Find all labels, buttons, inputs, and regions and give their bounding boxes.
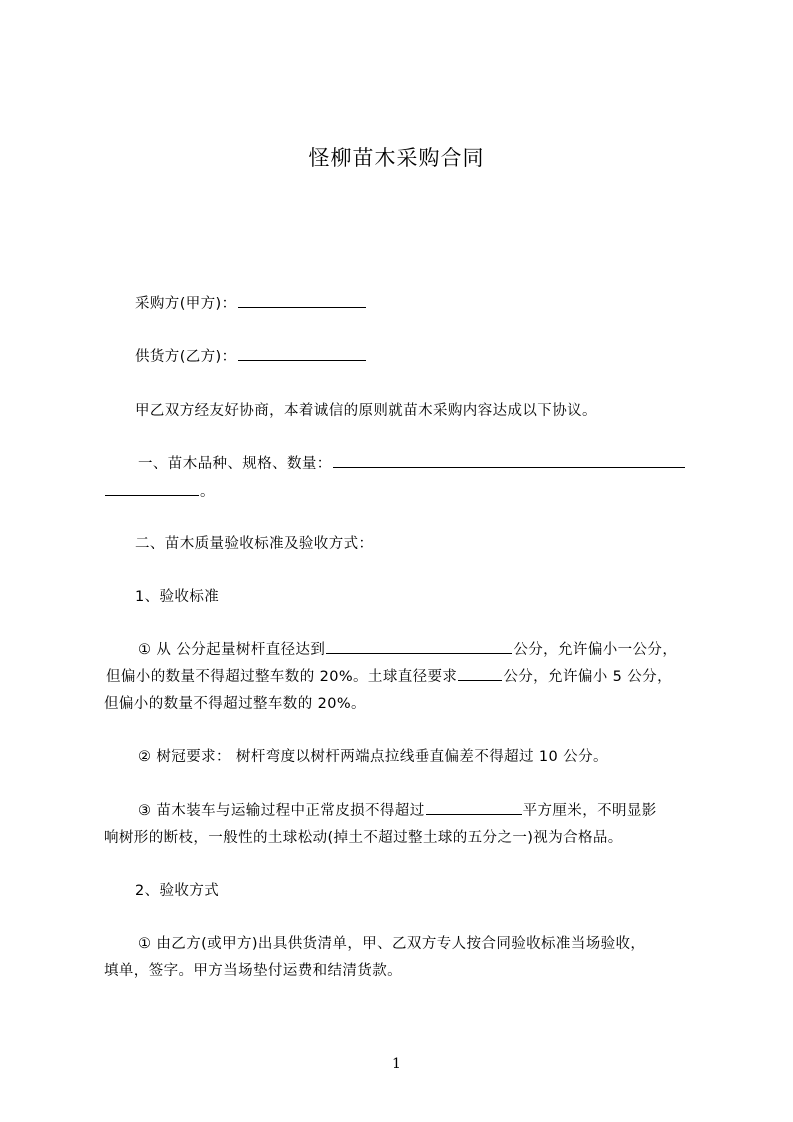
item1-prefix: ① 从 公分起量树杆直径达到 [138, 642, 326, 658]
section1-label: 一、苗木品种、规格、数量： [138, 456, 332, 472]
section1-end: 。 [200, 484, 215, 500]
item1-blank-ball [458, 666, 502, 681]
seller-label: 供货方(乙方)： [135, 349, 237, 365]
item1-line2-a: 但偏小的数量不得超过整车数的 20%。土球直径要求 [106, 669, 458, 685]
buyer-line [135, 292, 367, 313]
item4-line1: ① 由乙方(或甲方)出具供货清单，甲、乙双方专人按合同验收标准当场验收， [138, 936, 646, 952]
item1-line1 [138, 638, 677, 659]
item2-line: ② 树冠要求： 树杆弯度以树杆两端点拉线垂直偏差不得超过 10 公分。 [138, 749, 608, 765]
intro-paragraph: 甲乙双方经友好协商，本着诚信的原则就苗木采购内容达成以下协议。 [135, 403, 597, 419]
item1-suffix: 公分，允许偏小一公分， [513, 642, 678, 658]
item3-line1 [138, 799, 657, 820]
item3-line2: 响树形的断枝，一般性的土球松动(掉土不超过整土球的五分之一)视为合格品。 [104, 830, 623, 846]
section1-line [138, 452, 686, 473]
buyer-blank [238, 293, 366, 308]
sub2-heading: 2、验收方式 [135, 883, 220, 899]
item1-line3: 但偏小的数量不得超过整车数的 20%。 [104, 696, 366, 712]
item3-prefix: ③ 苗木装车与运输过程中正常皮损不得超过 [138, 803, 425, 819]
item4-line2: 填单，签字。甲方当场垫付运费和结清货款。 [104, 963, 402, 979]
item1-line2 [106, 665, 672, 686]
section2-heading: 二、苗木质量验收标准及验收方式： [135, 536, 374, 552]
item3-suffix: 平方厘米，不明显影 [522, 803, 657, 819]
page-number: 1 [392, 1056, 401, 1072]
buyer-label: 采购方(甲方)： [135, 296, 237, 312]
sub1-heading: 1、验收标准 [135, 589, 220, 605]
item1-blank-diameter [326, 639, 512, 654]
section1-blank [333, 453, 685, 468]
seller-blank [238, 346, 366, 361]
item3-blank [426, 800, 522, 815]
section1-line2 [104, 480, 215, 501]
document-title: 怪柳苗木采购合同 [308, 146, 485, 170]
item1-line2-b: 公分，允许偏小 5 公分， [503, 669, 672, 685]
seller-line [135, 345, 367, 366]
section1-blank-2 [105, 481, 199, 496]
